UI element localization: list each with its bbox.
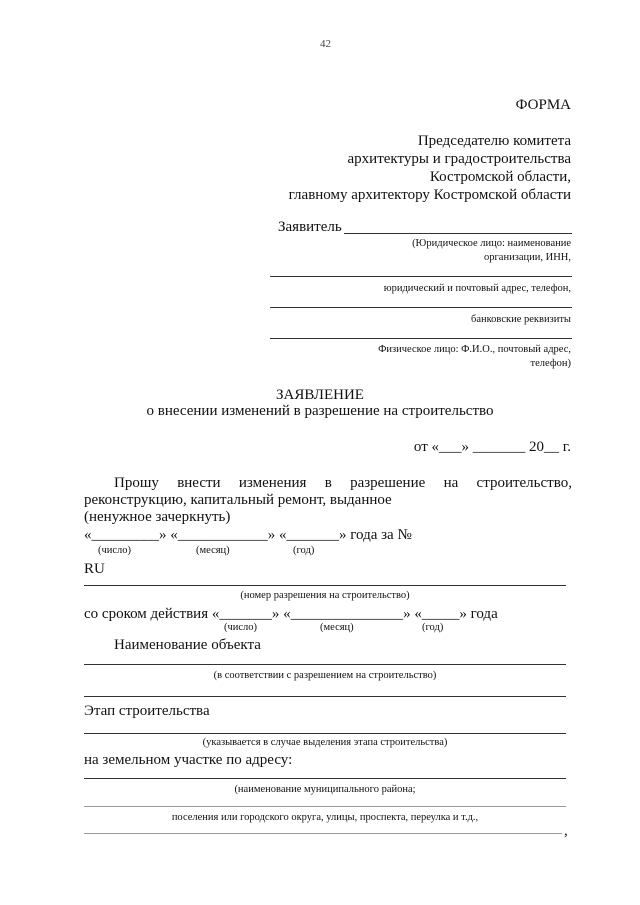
- trailing-comma: ,: [564, 823, 568, 839]
- applicant-hint-legal-2: организации, ИНН,: [484, 252, 571, 263]
- word-7: строительство,: [476, 475, 572, 491]
- word-5: разрешение: [350, 475, 426, 491]
- stage-hint: (указывается в случае выделения этапа строительства): [202, 737, 448, 748]
- ru-prefix: RU: [84, 561, 105, 577]
- stage-field[interactable]: [84, 733, 566, 734]
- object-name-field-2[interactable]: [84, 696, 566, 697]
- addressee-line-2: архитектуры и градостроительства: [347, 151, 571, 167]
- object-name-field[interactable]: [84, 664, 566, 665]
- word-2: внести: [177, 475, 221, 491]
- land-address-label: на земельном участке по адресу:: [84, 752, 293, 768]
- validity-hint-month: (месяц): [320, 622, 354, 633]
- applicant-hint-person-2: телефон): [530, 358, 571, 369]
- paragraph-line-1: [114, 474, 572, 492]
- word-4: в: [324, 475, 332, 491]
- paragraph-line-2: реконструкцию, капитальный ремонт, выданное: [84, 492, 392, 508]
- applicant-hint-address: юридический и почтовый адрес, телефон,: [383, 283, 571, 294]
- validity-hint-year: (год): [422, 622, 444, 633]
- settlement-hint: поселения или городского округа, улицы, проспекта, переулка и т.д.,: [171, 812, 479, 823]
- issued-date-line[interactable]: «_________» «____________» «_______» года за №: [84, 527, 412, 543]
- address-field-last[interactable]: [84, 833, 562, 834]
- applicant-label: Заявитель: [278, 219, 342, 235]
- issued-hint-day: (число): [98, 545, 132, 556]
- addressee-line-1: Председателю комитета: [417, 133, 571, 149]
- applicant-hint-person-1: Физическое лицо: Ф.И.О., почтовый адрес,: [378, 344, 571, 355]
- addressee-line-3: Костромской области,: [429, 169, 571, 185]
- object-name-label: Наименование объекта: [114, 637, 261, 653]
- form-label: ФОРМА: [515, 97, 571, 113]
- settlement-field[interactable]: [84, 806, 566, 807]
- addressee-line-4: главному архитектору Костромской области: [288, 187, 571, 203]
- applicant-person-field[interactable]: [270, 338, 572, 339]
- document-subtitle: о внесении изменений в разрешение на строительство: [146, 403, 494, 419]
- district-hint: (наименование муниципального района;: [234, 784, 416, 795]
- word-3: изменения: [238, 475, 307, 491]
- applicant-bank-field[interactable]: [270, 307, 572, 308]
- page-number: 42: [320, 38, 331, 50]
- applicant-hint-bank: банковские реквизиты: [470, 314, 571, 325]
- issued-hint-month: (месяц): [196, 545, 230, 556]
- document-title: ЗАЯВЛЕНИЕ: [276, 387, 364, 403]
- permit-number-field[interactable]: [84, 585, 566, 586]
- applicant-name-field[interactable]: [344, 233, 572, 234]
- applicant-hint-legal-1: (Юридическое лицо: наименование: [412, 238, 571, 249]
- issued-hint-year: (год): [293, 545, 315, 556]
- permit-number-hint: (номер разрешения на строительство): [240, 590, 410, 601]
- object-name-hint: (в соответствии с разрешением на строительство): [213, 670, 437, 681]
- validity-line[interactable]: со сроком действия «_______» «_______________» «_____» года: [84, 606, 498, 622]
- strike-note: (ненужное зачеркнуть): [84, 509, 231, 525]
- district-field[interactable]: [84, 778, 566, 779]
- applicant-address-field[interactable]: [270, 276, 572, 277]
- word-1: Прошу: [114, 475, 159, 491]
- validity-hint-day: (число): [224, 622, 258, 633]
- word-6: на: [443, 475, 459, 491]
- date-line[interactable]: от «___» _______ 20__ г.: [413, 439, 571, 455]
- stage-label: Этап строительства: [84, 703, 210, 719]
